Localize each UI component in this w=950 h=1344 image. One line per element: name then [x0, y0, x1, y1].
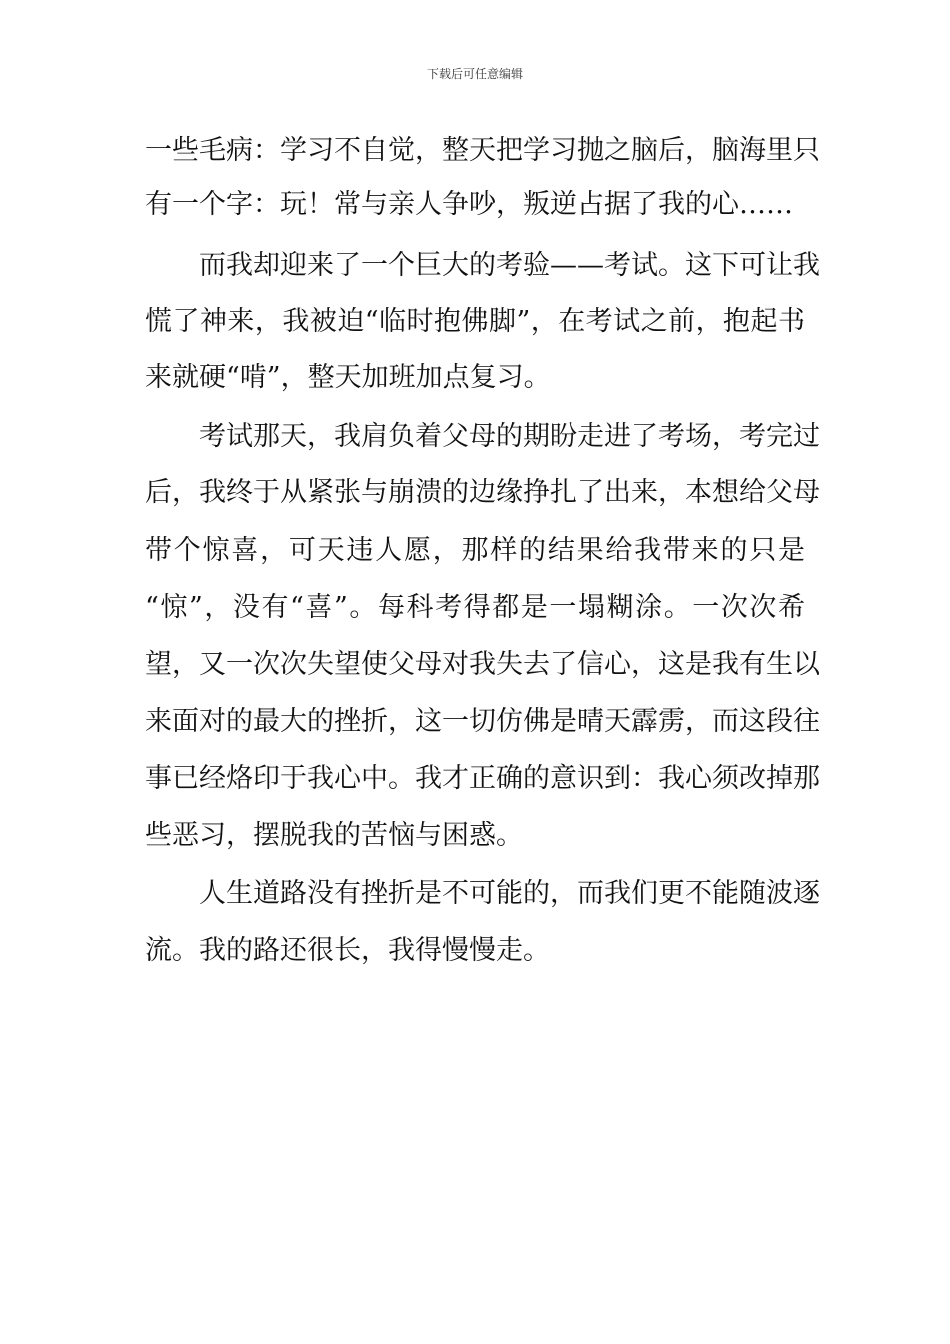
text-line: 而我却迎来了一个巨大的考验——考试。这下可让我 — [199, 250, 820, 281]
text-line: 来面对的最大的挫折，这一切仿佛是晴天霹雳，而这段往 — [145, 706, 820, 737]
text-line: “惊”，没有“喜”。每科考得都是一塌糊涂。一次次希 — [145, 592, 805, 623]
page-header: 下载后可任意编辑 — [426, 67, 523, 81]
text-line: 来就硬“啃”，整天加班加点复习。 — [145, 362, 551, 393]
text-line: 人生道路没有挫折是不可能的，而我们更不能随波逐 — [199, 878, 820, 909]
text-line: 一些毛病：学习不自觉，整天把学习抛之脑后，脑海里只 — [145, 135, 820, 166]
text-line: 后，我终于从紧张与崩溃的边缘挣扎了出来，本想给父母 — [145, 477, 820, 508]
text-line: 望，又一次次失望使父母对我失去了信心，这是我有生以 — [145, 649, 820, 680]
text-line: 慌了神来，我被迫“临时抱佛脚”，在考试之前，抱起书 — [145, 306, 805, 337]
text-line: 考试那天，我肩负着父母的期盼走进了考场，考完过 — [199, 421, 820, 452]
text-line: 流。我的路还很长，我得慢慢走。 — [145, 935, 550, 966]
text-line: 事已经烙印于我心中。我才正确的意识到：我心须改掉那 — [145, 763, 820, 794]
text-line: 些恶习，摆脱我的苦恼与困惑。 — [145, 820, 523, 851]
text-line: 带个惊喜，可天违人愿，那样的结果给我带来的只是 — [145, 535, 805, 566]
text-line: 有一个字：玩！常与亲人争吵，叛逆占据了我的心…… — [145, 189, 793, 220]
